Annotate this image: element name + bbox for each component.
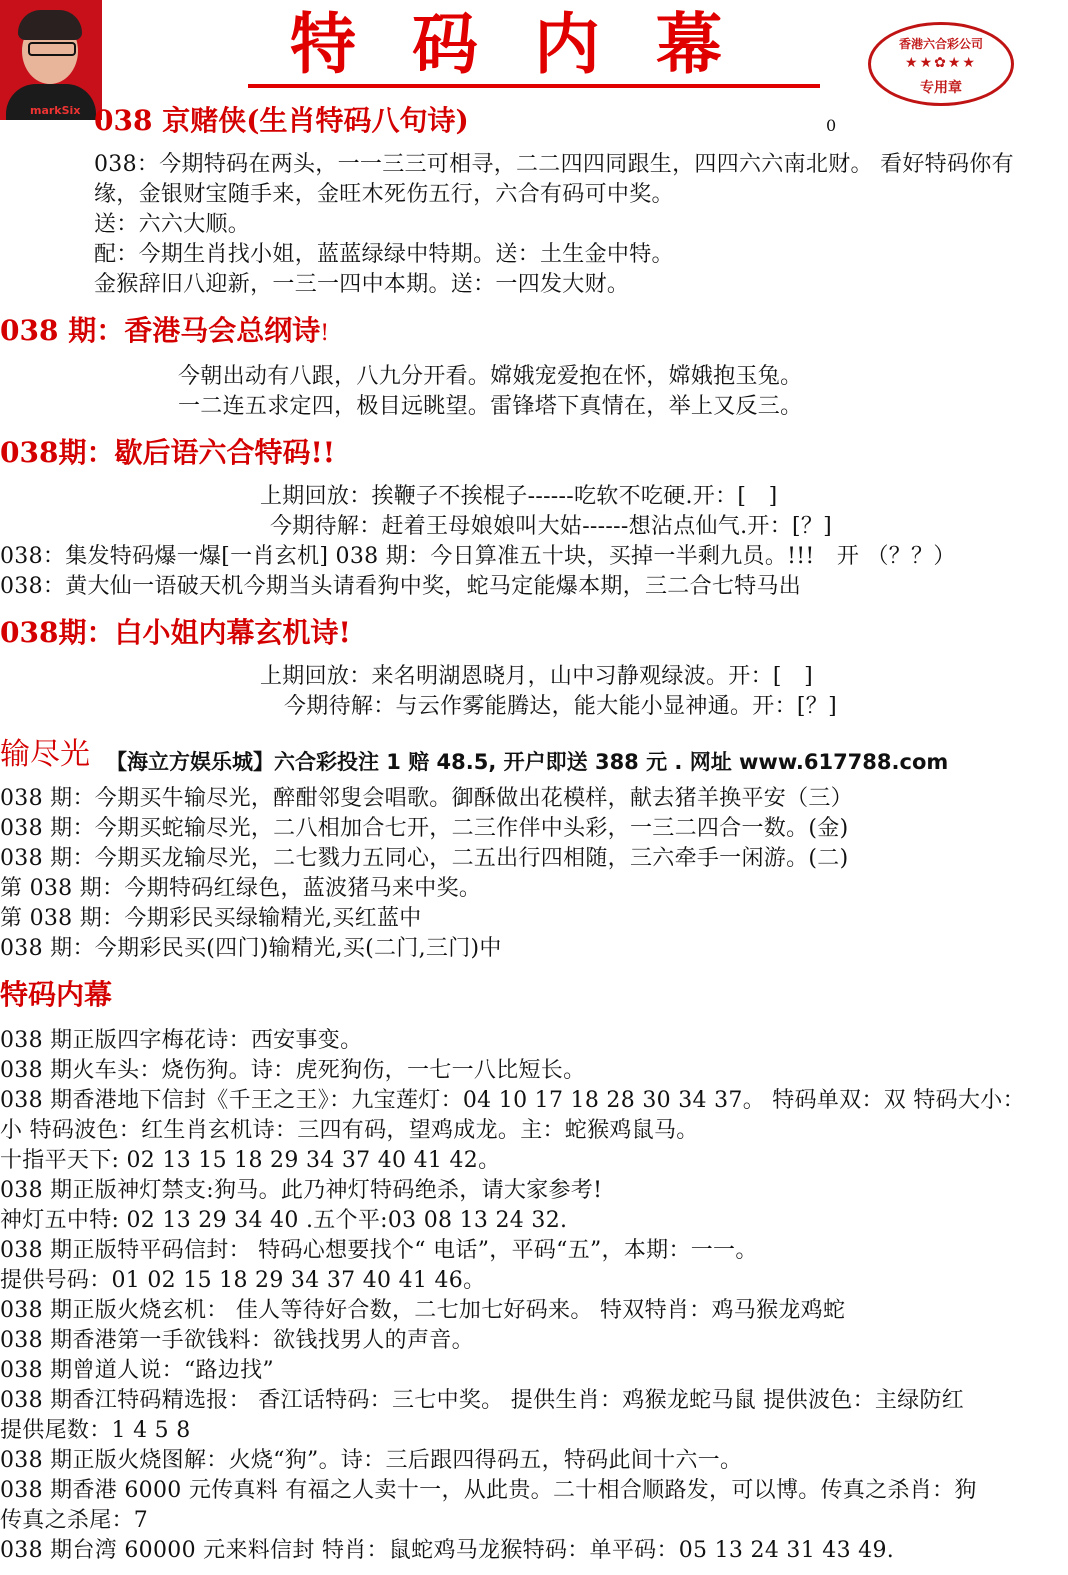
section-heading-tema-neimu: 特码内幕 [0, 978, 113, 1011]
seal-label: 专用章 [920, 80, 962, 96]
section5-line: 038 期：今期买龙输尽光，二七戮力五同心，二五出行四相随，三六牵手一闲游。(二) [0, 846, 849, 871]
section5-line: 038 期：今期买蛇输尽光，二八相加合七开，二三作伴中头彩，一三二四合一数。(金) [0, 816, 849, 841]
seal-company-name: 香港六合彩公司 [898, 37, 983, 51]
avatar-photo [0, 0, 102, 120]
section2-heading-text: 038 期：香港马会总纲诗 [0, 314, 321, 347]
section6-line: 038 期正版火烧玄机： 佳人等待好合数，二七加七好码来。 特双特肖：鸡马猴龙鸡蛇 [0, 1298, 846, 1323]
section6-line: 038 期正版四字梅花诗：西安事变。 [0, 1028, 363, 1053]
section3-line: 上期回放：挨鞭子不挨棍子------吃软不吃硬.开：[ ] [260, 484, 778, 509]
section6-line: 神灯五中特: 02 13 29 34 40 .五个平:03 08 13 24 32. [0, 1208, 568, 1233]
section5-line: 第 038 期：今期彩民买绿输精光,买红蓝中 [0, 906, 422, 931]
avatar-watermark: markSix [30, 104, 81, 117]
section-heading-jingduxia: 038 京赌侠(生肖特码八句诗) [94, 104, 469, 137]
section6-line: 038 期台湾 60000 元来料信封 特肖：鼠蛇鸡马龙猴特码：单平码：05 13 24 31 43 49. [0, 1538, 895, 1563]
section6-line: 038 期香港地下信封《千王之王》：九宝莲灯：04 10 17 18 28 30 34 37。 特码单双：双 特码大小： [0, 1088, 1025, 1113]
section3-line: 038：集发特码爆一爆[一肖玄机] 038 期：今日算准五十块，买掉一半剩九员。!!! 开 （？？） [0, 544, 956, 569]
section2-heading-mark: ! [320, 321, 330, 346]
section-heading-xiehouyu: 038期：歇后语六合特码!! [0, 436, 336, 469]
section-heading-hk-jockey-poem [0, 314, 329, 351]
page-title: 特码内幕 [290, 6, 778, 83]
section-heading-bai-xiaojie: 038期：白小姐内幕玄机诗! [0, 616, 351, 649]
section6-line: 038 期正版特平码信封： 特码心想要找个“ 电话”，平码“五”，本期：一一。 [0, 1238, 758, 1263]
section1-line: 038：今期特码在两头，一一三三可相寻，二二四四同跟生，四四六六南北财。 看好特码你有 [94, 152, 1014, 177]
section5-line: 第 038 期：今期特码红绿色，蓝波猪马来中奖。 [0, 876, 482, 901]
section1-line: 送：六六大顺。 [94, 212, 251, 237]
section2-line: 今朝出动有八跟，八九分开看。嫦娥宠爱抱在怀，嫦娥抱玉兔。 [178, 364, 803, 389]
section6-line: 038 期香港 6000 元传真料 有福之人卖十一，从此贵。二十相合顺路发，可以博。传真之杀肖：狗 [0, 1478, 977, 1503]
section-heading-shujinguang: 输尽光 [0, 737, 90, 772]
section6-line: 十指平天下: 02 13 15 18 29 34 37 40 41 42。 [0, 1148, 501, 1173]
section6-line: 传真之杀尾：7 [0, 1508, 149, 1533]
section2-line: 一二连五求定四，极目远眺望。雷锋塔下真情在，举上又反三。 [178, 394, 803, 419]
section6-line: 038 期香港第一手欲钱料：欲钱找男人的声音。 [0, 1328, 474, 1353]
seal-stars-icon: ★★✿★★ [905, 55, 977, 71]
section4-line: 今期待解：与云作雾能腾达，能大能小显神通。开：[？] [284, 694, 837, 719]
ad-banner-text: 【海立方娱乐城】六合彩投注 1 赔 48.5, 开户即送 388 元 . 网址 www.617788.com [106, 750, 949, 774]
section1-line: 配：今期生肖找小姐，蓝蓝绿绿中特期。送：土生金中特。 [94, 242, 674, 267]
section6-line: 038 期火车头：烧伤狗。诗：虎死狗伤，一七一八比短长。 [0, 1058, 586, 1083]
section3-line: 038：黄大仙一语破天机今期当头请看狗中奖，蛇马定能爆本期，三二合七特马出 [0, 574, 802, 599]
company-seal-stamp [868, 22, 1014, 106]
stray-mark: 0 [826, 116, 837, 135]
section6-line: 提供尾数：1 4 5 8 [0, 1418, 191, 1443]
section6-line: 038 期香江特码精选报： 香江话特码：三七中奖。 提供生肖：鸡猴龙蛇马鼠 提供波色：主绿防红 [0, 1388, 965, 1413]
title-underline [248, 84, 820, 88]
section1-line: 金猴辞旧八迎新，一三一四中本期。送：一四发大财。 [94, 272, 630, 297]
section5-line: 038 期：今期彩民买(四门)输精光,买(二门,三门)中 [0, 936, 502, 961]
section6-line: 038 期曾道人说：“路边找” [0, 1358, 274, 1383]
section3-line: 今期待解：赶着王母娘娘叫大姑------想沾点仙气.开：[？] [270, 514, 833, 539]
section6-line: 038 期正版神灯禁支:狗马。此乃神灯特码绝杀，请大家参考! [0, 1178, 603, 1203]
section5-line: 038 期：今期买牛输尽光，醉酣邻叟会唱歌。御酥做出花模样，献去猪羊换平安（三） [0, 786, 853, 811]
avatar-hair [18, 10, 82, 40]
section6-line: 提供号码：01 02 15 18 29 34 37 40 41 46。 [0, 1268, 486, 1293]
section6-line: 小 特码波色：红生肖玄机诗：三四有码，望鸡成龙。主：蛇猴鸡鼠马。 [0, 1118, 699, 1143]
section1-line: 缘，金银财宝随手来，金旺木死伤五行，六合有码可中奖。 [94, 182, 674, 207]
section4-line: 上期回放：来名明湖恩晓月，山中习静观绿波。开：[ ] [260, 664, 813, 689]
avatar-glasses-icon [28, 42, 76, 56]
section6-line: 038 期正版火烧图解：火烧“狗”。诗：三后跟四得码五，特码此间十六一。 [0, 1448, 743, 1473]
